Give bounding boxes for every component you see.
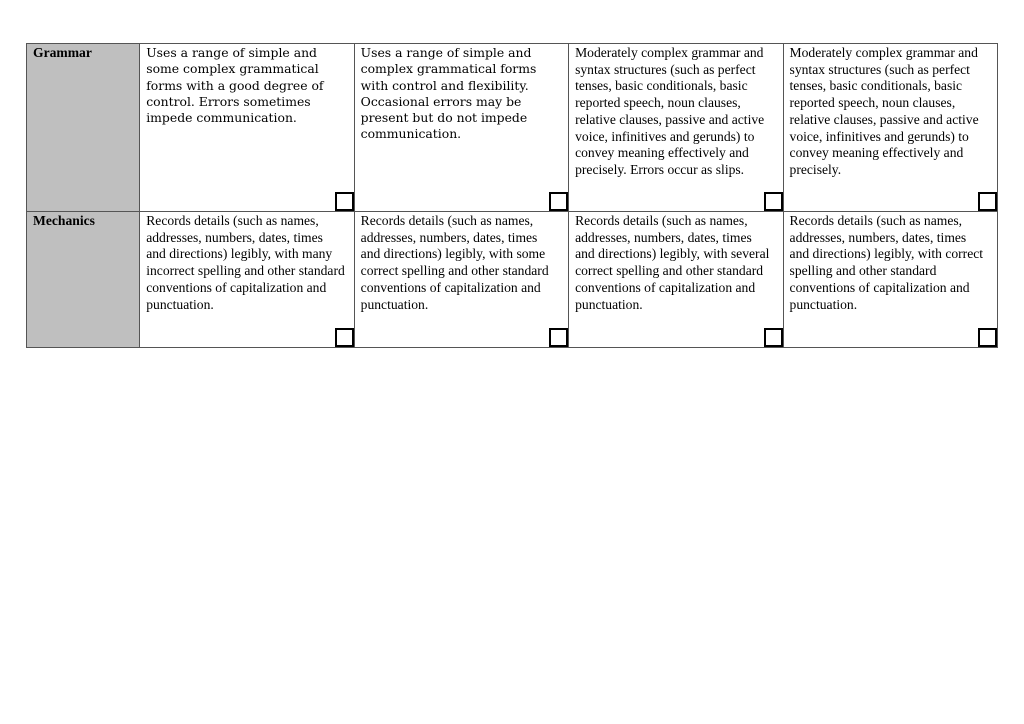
rubric-cell — [140, 44, 354, 212]
rubric-cell — [354, 212, 568, 348]
level-description: Moderately complex grammar and syntax structures (such as perfect tenses, basic conditionals, basic reported speech, noun clauses, relative clauses, passive and active voice, infinitives and gerunds) to convey meaning effectively and precisely. — [789, 45, 979, 177]
level-description: Records details (such as names, addresses, numbers, dates, times and directions) legibly, with correct spelling and other standard conventions of capitalization and punctuation. — [789, 213, 984, 312]
level-checkbox[interactable] — [764, 328, 783, 347]
level-description: Uses a range of simple and complex grammatical forms with control and flexibility. Occasional errors may be present but do not impede communication. — [360, 45, 537, 142]
level-description: Uses a range of simple and some complex grammatical forms with a good degree of control. Errors sometimes impede communication. — [146, 45, 324, 126]
level-checkbox[interactable] — [978, 192, 997, 211]
rubric-row-grammar — [27, 44, 998, 212]
rubric-cell — [569, 44, 783, 212]
criterion-label: Grammar — [27, 44, 140, 212]
rubric-cell — [354, 44, 568, 212]
rubric-table — [26, 43, 998, 348]
level-checkbox[interactable] — [764, 192, 783, 211]
level-description: Records details (such as names, addresses, numbers, dates, times and directions) legibly, with some correct spelling and other standard conventions of capitalization and punctuation. — [360, 213, 549, 312]
rubric-row-mechanics — [27, 212, 998, 348]
level-description: Moderately complex grammar and syntax structures (such as perfect tenses, basic conditionals, basic reported speech, noun clauses, relative clauses, passive and active voice, infinitives and gerunds) to convey meaning effectively and precisely. Errors occur as slips. — [575, 45, 765, 177]
rubric-cell — [140, 212, 354, 348]
level-checkbox[interactable] — [978, 328, 997, 347]
level-checkbox[interactable] — [549, 192, 568, 211]
rubric-cell — [569, 212, 783, 348]
rubric-cell — [783, 44, 997, 212]
criterion-label: Mechanics — [27, 212, 140, 348]
level-description: Records details (such as names, addresses, numbers, dates, times and directions) legibly, with several correct spelling and other standard conventions of capitalization and punctuation. — [575, 213, 770, 312]
level-checkbox[interactable] — [335, 192, 354, 211]
level-checkbox[interactable] — [335, 328, 354, 347]
rubric-cell — [783, 212, 997, 348]
level-checkbox[interactable] — [549, 328, 568, 347]
level-description: Records details (such as names, addresses, numbers, dates, times and directions) legibly, with many incorrect spelling and other standard conventions of capitalization and punctuation. — [146, 213, 345, 312]
